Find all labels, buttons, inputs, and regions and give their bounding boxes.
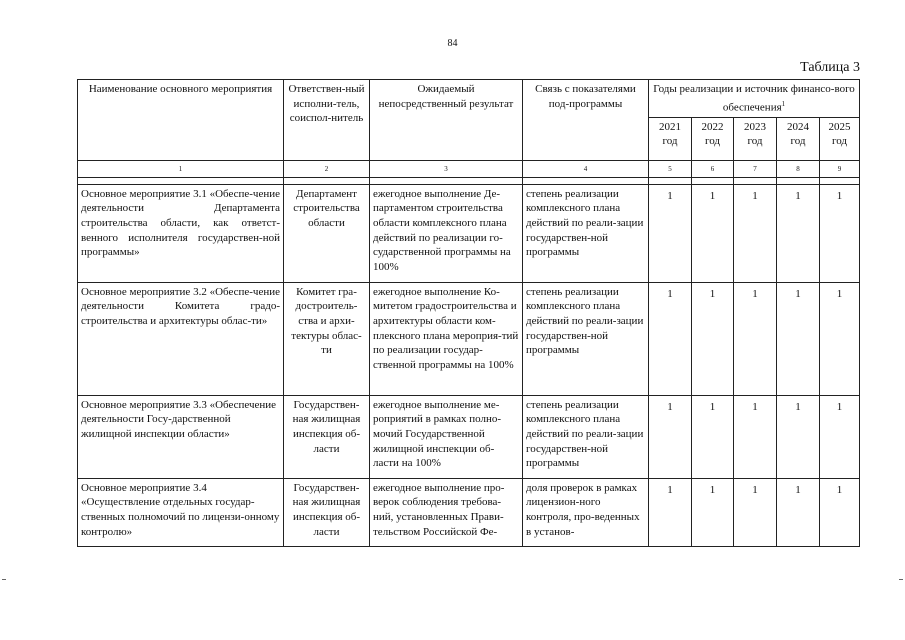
year-2023: [734, 117, 777, 160]
page-number: 84: [447, 38, 458, 49]
header-col1: Наименование основного мероприятия: [78, 80, 284, 161]
column-number: 9: [820, 160, 860, 177]
year-unit: год: [662, 135, 678, 148]
value-2024: 1: [777, 395, 820, 478]
value-2021: 1: [649, 478, 692, 546]
column-number: 2: [284, 160, 370, 177]
year-label: 2025: [828, 120, 851, 133]
value-2021: 1: [649, 282, 692, 395]
table-row: [78, 395, 860, 478]
header-years-group-text: Годы реализации и источник финансо-вого обеспечения: [653, 83, 855, 114]
value-2022: 1: [692, 478, 734, 546]
year-2024: [777, 117, 820, 160]
table-row: [78, 478, 860, 546]
value-2022: 1: [692, 282, 734, 395]
activity-name: Основное мероприятие 3.4 «Осуществление отдельных государ-ственных полномочий по лицензи-онному контролю»: [78, 478, 284, 546]
column-numbers-row: [78, 160, 860, 177]
year-unit: год: [832, 135, 848, 148]
year-2022: [692, 117, 734, 160]
header-col2: Ответствен-ный исполни-тель, соиспол-нитель: [284, 80, 370, 161]
expected-result: ежегодное выполнение Де-партаментом строительства области комплексного плана действий по реализации го-сударственной программы на 100%: [370, 184, 523, 282]
year-unit: год: [790, 135, 806, 148]
value-2023: 1: [734, 395, 777, 478]
table-row: [78, 184, 860, 282]
value-2023: 1: [734, 282, 777, 395]
value-2025: 1: [820, 184, 860, 282]
value-2022: 1: [692, 395, 734, 478]
header-years-group: [649, 80, 860, 118]
year-2025: [820, 117, 860, 160]
indicator-link: степень реализации комплексного плана действий по реали-зации государствен-ной программы: [523, 282, 649, 395]
table-row: [78, 282, 860, 395]
year-label: 2021: [659, 120, 681, 133]
executor: Комитет гра-достроитель-ства и архи-тектуры облас-ти: [284, 282, 370, 395]
column-number: 4: [523, 160, 649, 177]
value-2022: 1: [692, 184, 734, 282]
expected-result: ежегодное выполнение про-верок соблюдения требова-ний, установленных Прави-тельством Российской Фе-: [370, 478, 523, 546]
footnote-mark: 1: [781, 99, 786, 108]
value-2024: 1: [777, 282, 820, 395]
value-2025: 1: [820, 478, 860, 546]
value-2024: 1: [777, 478, 820, 546]
header-col4: Связь с показателями под-программы: [523, 80, 649, 161]
value-2024: 1: [777, 184, 820, 282]
expected-result: ежегодное выполнение Ко-митетом градостроительства и архитектуры области ком-плексного плана мероприя-тий по реализации государ-ственной программы на 100%: [370, 282, 523, 395]
value-2021: 1: [649, 184, 692, 282]
indicator-link: степень реализации комплексного плана действий по реали-зации государствен-ной программы: [523, 184, 649, 282]
column-number: 5: [649, 160, 692, 177]
year-unit: год: [704, 135, 721, 148]
executor: Государствен-ная жилищная инспекция об-ласти: [284, 395, 370, 478]
value-2023: 1: [734, 184, 777, 282]
year-2021: [649, 117, 692, 160]
expected-result: ежегодное выполнение ме-роприятий в рамках полно-мочий Государственной жилищной инспекции об-ласти на 100%: [370, 395, 523, 478]
header-col3: Ожидаемый непосредственный результат: [370, 80, 523, 161]
executor: Государствен-ная жилищная инспекция об-ласти: [284, 478, 370, 546]
column-number: 6: [692, 160, 734, 177]
year-label: 2023: [744, 120, 766, 133]
value-2021: 1: [649, 395, 692, 478]
column-number: 3: [370, 160, 523, 177]
spacer-row: [78, 177, 860, 184]
activity-name: Основное мероприятие 3.3 «Обеспечение деятельности Госу-дарственной жилищной инспекции области»: [78, 395, 284, 478]
activity-name: Основное мероприятие 3.1 «Обеспе-чение деятельности Департамента строительства области, как ответст-венного исполнителя государствен-ной программы»: [78, 184, 284, 282]
scan-edge-mark-right: [899, 579, 903, 580]
value-2023: 1: [734, 478, 777, 546]
table-caption: Таблица 3: [800, 60, 860, 75]
indicator-link: доля проверок в рамках лицензион-ного контроля, про-веденных в установ-: [523, 478, 649, 546]
column-number: 8: [777, 160, 820, 177]
activities-table: [77, 79, 860, 547]
column-number: 7: [734, 160, 777, 177]
year-label: 2022: [701, 120, 724, 133]
scan-edge-mark-left: [2, 579, 6, 580]
indicator-link: степень реализации комплексного плана действий по реали-зации государствен-ной программы: [523, 395, 649, 478]
activity-name: Основное мероприятие 3.2 «Обеспе-чение деятельности Комитета градо-строительства и архитектуры облас-ти»: [78, 282, 284, 395]
executor: Департамент строительства области: [284, 184, 370, 282]
value-2025: 1: [820, 395, 860, 478]
column-number: 1: [78, 160, 284, 177]
year-label: 2024: [787, 120, 809, 133]
header-row: [78, 80, 860, 118]
value-2025: 1: [820, 282, 860, 395]
year-unit: год: [747, 135, 763, 148]
